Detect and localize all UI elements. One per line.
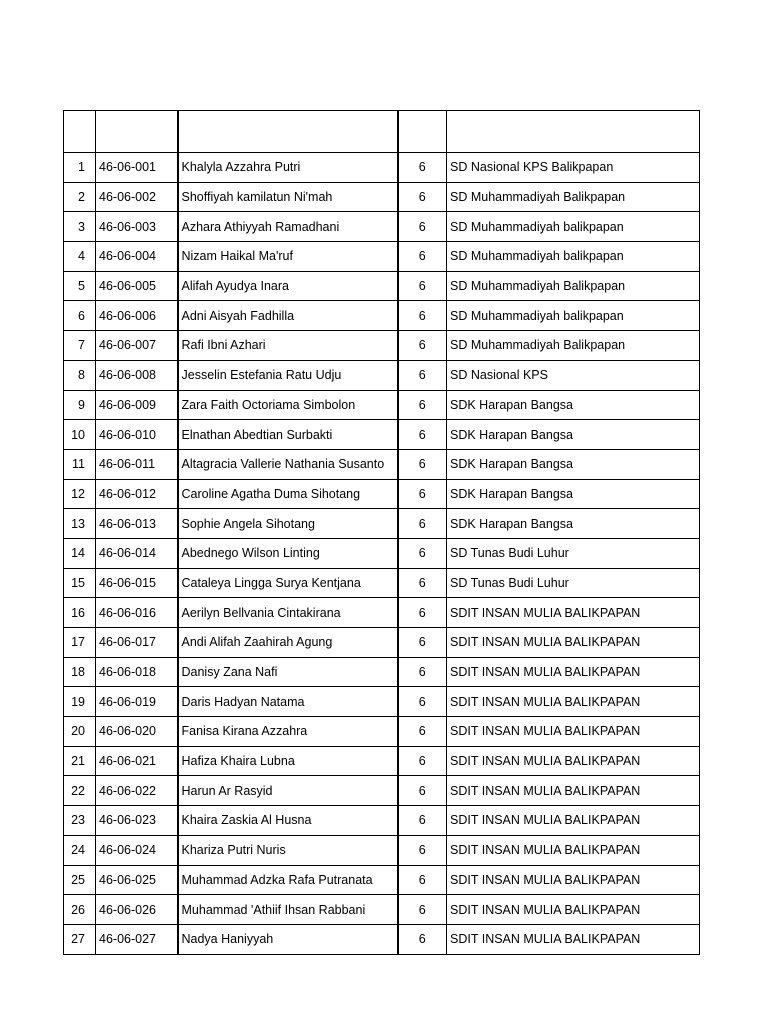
school-name: SD Nasional KPS [447, 360, 700, 390]
participant-name: Aerilyn Bellvania Cintakirana [178, 598, 398, 628]
table-row [64, 182, 700, 212]
participant-code: 46-06-014 [96, 538, 178, 568]
participant-code: 46-06-006 [96, 301, 178, 331]
school-name: SDIT INSAN MULIA BALIKPAPAN [447, 687, 700, 717]
school-name: SD Tunas Budi Luhur [447, 568, 700, 598]
table-row [64, 717, 700, 747]
row-number: 7 [64, 331, 96, 361]
participant-name: Muhammad Adzka Rafa Putranata [178, 865, 398, 895]
school-name: SD Muhammadiyah Balikpapan [447, 271, 700, 301]
table-row [64, 806, 700, 836]
grade-level: 6 [398, 271, 447, 301]
table-row [64, 212, 700, 242]
row-number: 10 [64, 420, 96, 450]
participant-code: 46-06-003 [96, 212, 178, 242]
participant-name: Sophie Angela Sihotang [178, 509, 398, 539]
grade-level: 6 [398, 242, 447, 272]
participant-code: 46-06-016 [96, 598, 178, 628]
participant-name: Adni Aisyah Fadhilla [178, 301, 398, 331]
participant-code: 46-06-017 [96, 628, 178, 658]
participant-name: Nadya Haniyyah [178, 924, 398, 954]
participant-name: Zara Faith Octoriama Simbolon [178, 390, 398, 420]
participant-name: Alifah Ayudya Inara [178, 271, 398, 301]
school-name: SDIT INSAN MULIA BALIKPAPAN [447, 865, 700, 895]
participant-code: 46-06-005 [96, 271, 178, 301]
school-name: SDIT INSAN MULIA BALIKPAPAN [447, 717, 700, 747]
header-row [64, 111, 700, 153]
table-row [64, 776, 700, 806]
participant-name: Abednego Wilson Linting [178, 538, 398, 568]
participant-code: 46-06-001 [96, 153, 178, 183]
school-name: SDIT INSAN MULIA BALIKPAPAN [447, 806, 700, 836]
header-cell-name [178, 111, 398, 153]
participant-code: 46-06-025 [96, 865, 178, 895]
row-number: 4 [64, 242, 96, 272]
participant-name: Muhammad 'Athiif Ihsan Rabbani [178, 895, 398, 925]
school-name: SD Nasional KPS Balikpapan [447, 153, 700, 183]
table-row [64, 657, 700, 687]
grade-level: 6 [398, 420, 447, 450]
participant-code: 46-06-022 [96, 776, 178, 806]
table-row [64, 865, 700, 895]
participant-code: 46-06-027 [96, 924, 178, 954]
participant-table [63, 110, 700, 955]
participant-code: 46-06-010 [96, 420, 178, 450]
school-name: SDK Harapan Bangsa [447, 509, 700, 539]
row-number: 2 [64, 182, 96, 212]
participant-name: Altagracia Vallerie Nathania Susanto [178, 449, 398, 479]
participant-name: Fanisa Kirana Azzahra [178, 717, 398, 747]
grade-level: 6 [398, 835, 447, 865]
participant-name: Khariza Putri Nuris [178, 835, 398, 865]
table-row [64, 242, 700, 272]
row-number: 20 [64, 717, 96, 747]
grade-level: 6 [398, 538, 447, 568]
row-number: 5 [64, 271, 96, 301]
table-row [64, 479, 700, 509]
table-row [64, 598, 700, 628]
grade-level: 6 [398, 360, 447, 390]
school-name: SD Muhammadiyah Balikpapan [447, 182, 700, 212]
participant-name: Caroline Agatha Duma Sihotang [178, 479, 398, 509]
school-name: SD Muhammadiyah balikpapan [447, 212, 700, 242]
school-name: SDIT INSAN MULIA BALIKPAPAN [447, 895, 700, 925]
participant-code: 46-06-011 [96, 449, 178, 479]
school-name: SDK Harapan Bangsa [447, 420, 700, 450]
participant-code: 46-06-007 [96, 331, 178, 361]
header-cell-grade [398, 111, 447, 153]
grade-level: 6 [398, 865, 447, 895]
table-row [64, 420, 700, 450]
participant-name: Harun Ar Rasyid [178, 776, 398, 806]
grade-level: 6 [398, 509, 447, 539]
school-name: SDIT INSAN MULIA BALIKPAPAN [447, 628, 700, 658]
school-name: SDIT INSAN MULIA BALIKPAPAN [447, 835, 700, 865]
participant-code: 46-06-023 [96, 806, 178, 836]
participant-code: 46-06-008 [96, 360, 178, 390]
participant-name: Nizam Haikal Ma'ruf [178, 242, 398, 272]
participant-code: 46-06-009 [96, 390, 178, 420]
grade-level: 6 [398, 746, 447, 776]
participant-code: 46-06-002 [96, 182, 178, 212]
row-number: 13 [64, 509, 96, 539]
row-number: 27 [64, 924, 96, 954]
table-row [64, 360, 700, 390]
table-row [64, 538, 700, 568]
table-row [64, 835, 700, 865]
grade-level: 6 [398, 657, 447, 687]
row-number: 21 [64, 746, 96, 776]
participant-name: Daris Hadyan Natama [178, 687, 398, 717]
table-row [64, 509, 700, 539]
school-name: SDIT INSAN MULIA BALIKPAPAN [447, 657, 700, 687]
row-number: 8 [64, 360, 96, 390]
grade-level: 6 [398, 598, 447, 628]
grade-level: 6 [398, 806, 447, 836]
grade-level: 6 [398, 924, 447, 954]
table-row [64, 628, 700, 658]
table-row [64, 687, 700, 717]
row-number: 19 [64, 687, 96, 717]
table-row [64, 271, 700, 301]
participant-code: 46-06-015 [96, 568, 178, 598]
participant-code: 46-06-020 [96, 717, 178, 747]
header-cell-school [447, 111, 700, 153]
grade-level: 6 [398, 479, 447, 509]
grade-level: 6 [398, 449, 447, 479]
school-name: SDIT INSAN MULIA BALIKPAPAN [447, 924, 700, 954]
school-name: SDK Harapan Bangsa [447, 449, 700, 479]
table-row [64, 746, 700, 776]
grade-level: 6 [398, 182, 447, 212]
school-name: SD Muhammadiyah balikpapan [447, 301, 700, 331]
row-number: 6 [64, 301, 96, 331]
row-number: 3 [64, 212, 96, 242]
grade-level: 6 [398, 717, 447, 747]
participant-code: 46-06-024 [96, 835, 178, 865]
participant-name: Azhara Athiyyah Ramadhani [178, 212, 398, 242]
row-number: 22 [64, 776, 96, 806]
header-cell-code [96, 111, 178, 153]
row-number: 12 [64, 479, 96, 509]
row-number: 23 [64, 806, 96, 836]
participant-name: Cataleya Lingga Surya Kentjana [178, 568, 398, 598]
table-row [64, 924, 700, 954]
grade-level: 6 [398, 331, 447, 361]
participant-code: 46-06-018 [96, 657, 178, 687]
row-number: 17 [64, 628, 96, 658]
participant-name: Khaira Zaskia Al Husna [178, 806, 398, 836]
participant-code: 46-06-013 [96, 509, 178, 539]
school-name: SDIT INSAN MULIA BALIKPAPAN [447, 776, 700, 806]
participant-name: Andi Alifah Zaahirah Agung [178, 628, 398, 658]
school-name: SDIT INSAN MULIA BALIKPAPAN [447, 598, 700, 628]
participant-name: Khalyla Azzahra Putri [178, 153, 398, 183]
table-row [64, 568, 700, 598]
participant-name: Hafiza Khaira Lubna [178, 746, 398, 776]
participant-code: 46-06-026 [96, 895, 178, 925]
row-number: 14 [64, 538, 96, 568]
row-number: 24 [64, 835, 96, 865]
row-number: 1 [64, 153, 96, 183]
row-number: 16 [64, 598, 96, 628]
participant-name: Shoffiyah kamilatun Ni'mah [178, 182, 398, 212]
row-number: 18 [64, 657, 96, 687]
grade-level: 6 [398, 895, 447, 925]
grade-level: 6 [398, 628, 447, 658]
row-number: 15 [64, 568, 96, 598]
header-cell-no [64, 111, 96, 153]
school-name: SDK Harapan Bangsa [447, 479, 700, 509]
participant-name: Danisy Zana Nafi [178, 657, 398, 687]
table-row [64, 331, 700, 361]
school-name: SDIT INSAN MULIA BALIKPAPAN [447, 746, 700, 776]
grade-level: 6 [398, 301, 447, 331]
grade-level: 6 [398, 568, 447, 598]
participant-code: 46-06-004 [96, 242, 178, 272]
table-row [64, 390, 700, 420]
participant-code: 46-06-021 [96, 746, 178, 776]
participant-code: 46-06-012 [96, 479, 178, 509]
participant-name: Jesselin Estefania Ratu Udju [178, 360, 398, 390]
row-number: 25 [64, 865, 96, 895]
table-row [64, 153, 700, 183]
grade-level: 6 [398, 153, 447, 183]
row-number: 11 [64, 449, 96, 479]
participant-name: Rafi Ibni Azhari [178, 331, 398, 361]
row-number: 26 [64, 895, 96, 925]
grade-level: 6 [398, 687, 447, 717]
participant-code: 46-06-019 [96, 687, 178, 717]
grade-level: 6 [398, 776, 447, 806]
grade-level: 6 [398, 390, 447, 420]
grade-level: 6 [398, 212, 447, 242]
table-row [64, 449, 700, 479]
table-row [64, 301, 700, 331]
participant-name: Elnathan Abedtian Surbakti [178, 420, 398, 450]
school-name: SD Muhammadiyah Balikpapan [447, 331, 700, 361]
school-name: SD Muhammadiyah balikpapan [447, 242, 700, 272]
school-name: SDK Harapan Bangsa [447, 390, 700, 420]
school-name: SD Tunas Budi Luhur [447, 538, 700, 568]
table-row [64, 895, 700, 925]
row-number: 9 [64, 390, 96, 420]
